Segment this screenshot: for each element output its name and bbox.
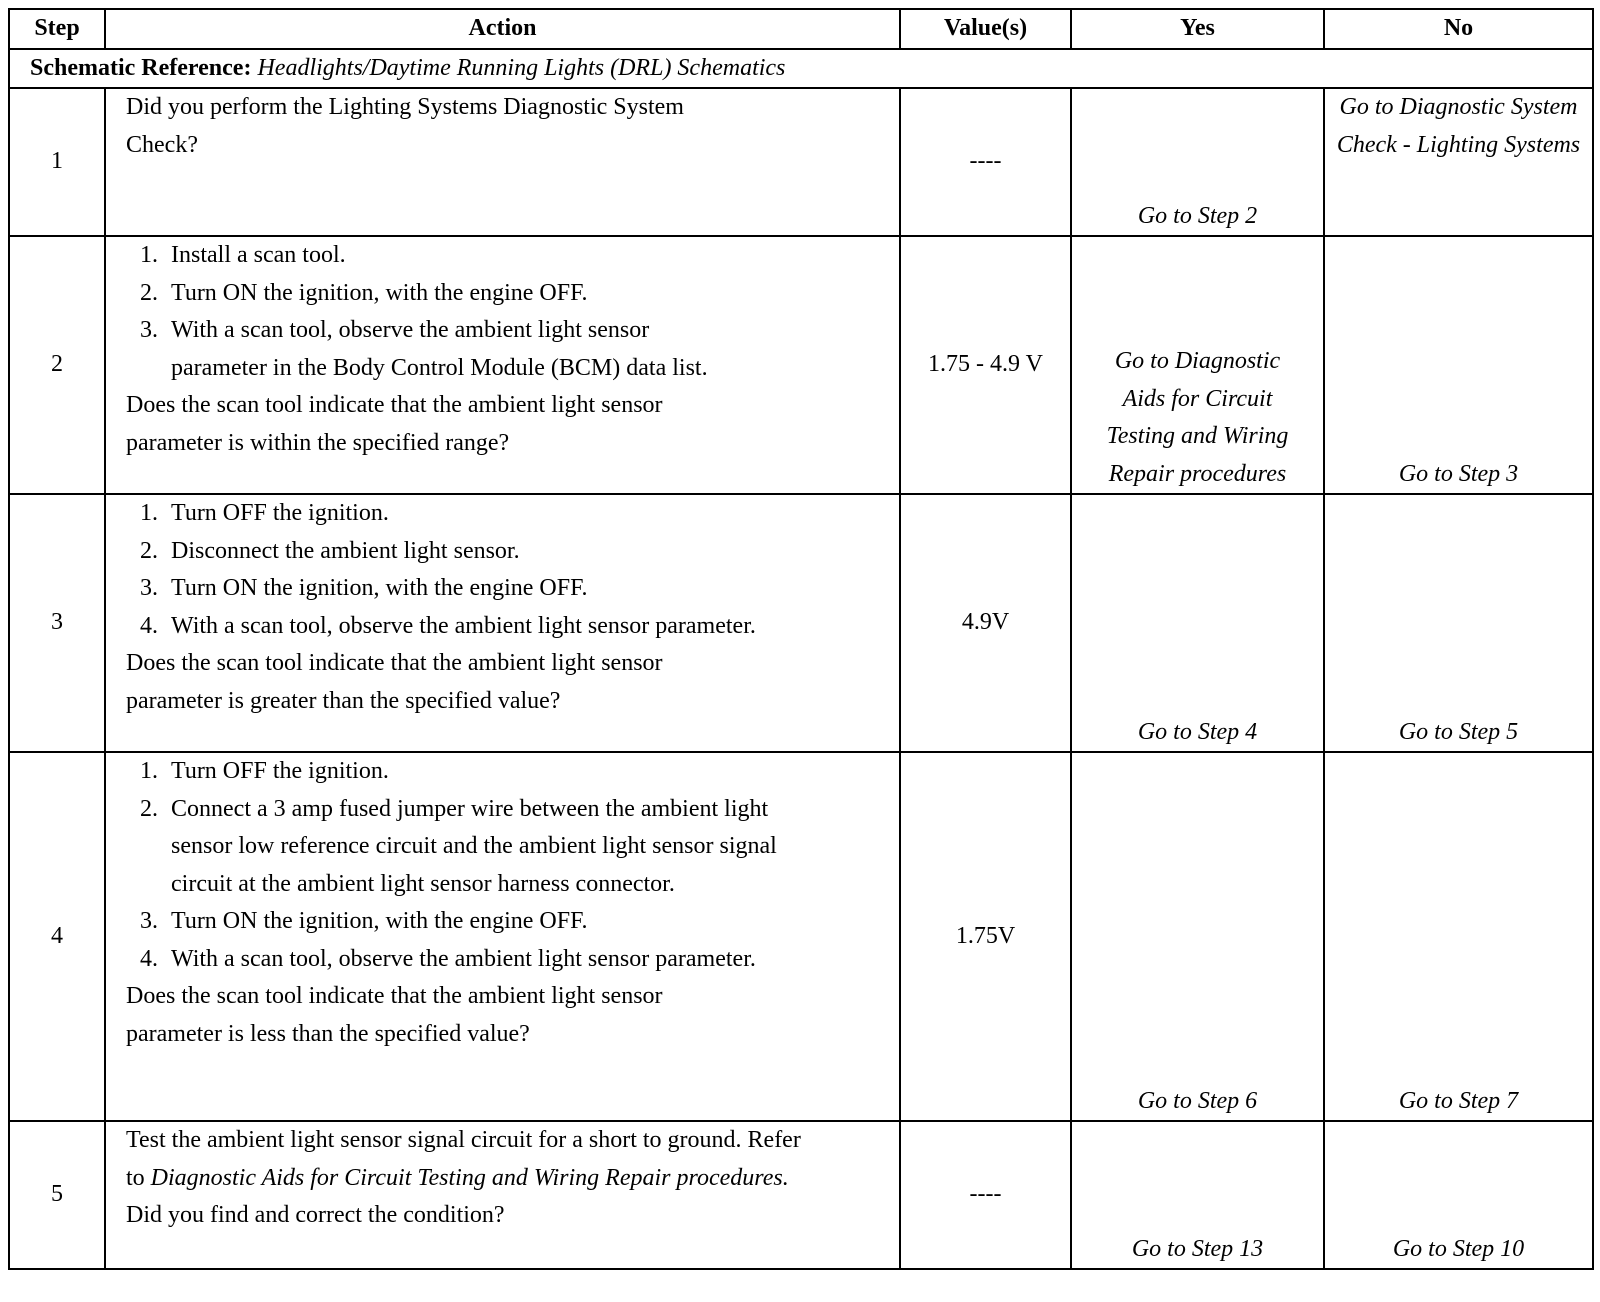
step-number: 3 bbox=[9, 494, 105, 752]
value-cell: 4.9V bbox=[900, 494, 1071, 752]
action-question: Does the scan tool indicate that the ambient light sensor parameter is greater than the specified value? bbox=[126, 650, 663, 714]
schematic-reference-row bbox=[9, 49, 1593, 89]
action-steps-list bbox=[126, 753, 893, 978]
list-item: 4. With a scan tool, observe the ambient light sensor parameter. bbox=[140, 945, 756, 972]
value-cell: ---- bbox=[900, 88, 1071, 236]
list-item: 3. Turn ON the ignition, with the engine OFF. bbox=[140, 908, 588, 934]
list-item: 3. Turn ON the ignition, with the engine OFF. bbox=[140, 575, 588, 601]
header-no: No bbox=[1324, 9, 1593, 49]
no-link[interactable]: Go to Step 7 bbox=[1324, 752, 1593, 1121]
table-row bbox=[9, 88, 1593, 236]
list-item: 1. Turn OFF the ignition. bbox=[140, 500, 389, 526]
yes-link[interactable]: Go to Step 13 bbox=[1071, 1121, 1324, 1269]
step-number: 2 bbox=[9, 236, 105, 494]
action-question: Did you perform the Lighting Systems Diagnostic System Check? bbox=[126, 94, 684, 158]
action-steps-list bbox=[126, 495, 893, 645]
value-cell: ---- bbox=[900, 1121, 1071, 1269]
header-step: Step bbox=[9, 9, 105, 49]
yes-link[interactable]: Go to Step 4 bbox=[1071, 494, 1324, 752]
action-steps-list bbox=[126, 237, 869, 387]
action-text: Test the ambient light sensor signal circuit for a short to ground. Refer to bbox=[126, 1127, 801, 1191]
list-item: 2. Disconnect the ambient light sensor. bbox=[140, 537, 520, 564]
diagnostic-table bbox=[8, 8, 1594, 1270]
action-cell bbox=[105, 1121, 900, 1269]
yes-link[interactable]: Go to Step 2 bbox=[1071, 88, 1324, 236]
action-cell bbox=[105, 752, 900, 1121]
yes-link[interactable]: Go to Diagnostic Aids for Circuit Testing and Wiring Repair procedures bbox=[1071, 236, 1324, 494]
action-cell bbox=[105, 88, 900, 236]
value-cell: 1.75V bbox=[900, 752, 1071, 1121]
schematic-value: Headlights/Daytime Running Lights (DRL) Schematics bbox=[257, 54, 786, 81]
no-link[interactable]: Go to Step 3 bbox=[1324, 236, 1593, 494]
no-link[interactable]: Go to Step 5 bbox=[1324, 494, 1593, 752]
header-values: Value(s) bbox=[900, 9, 1071, 49]
no-link[interactable]: Go to Diagnostic System Check - Lighting Systems bbox=[1324, 88, 1593, 236]
table-row bbox=[9, 494, 1593, 752]
step-number: 4 bbox=[9, 752, 105, 1121]
header-row bbox=[9, 9, 1593, 49]
list-item: 4. With a scan tool, observe the ambient light sensor parameter. bbox=[140, 612, 756, 639]
table-row bbox=[9, 1121, 1593, 1269]
no-link[interactable]: Go to Step 10 bbox=[1324, 1121, 1593, 1269]
schematic-label: Schematic Reference: bbox=[30, 54, 252, 81]
yes-link[interactable]: Go to Step 6 bbox=[1071, 752, 1324, 1121]
list-item: 1. Install a scan tool. bbox=[140, 242, 346, 268]
step-number: 1 bbox=[9, 88, 105, 236]
header-yes: Yes bbox=[1071, 9, 1324, 49]
value-cell: 1.75 - 4.9 V bbox=[900, 236, 1071, 494]
header-action: Action bbox=[105, 9, 900, 49]
list-item: 1. Turn OFF the ignition. bbox=[140, 758, 389, 784]
list-item: 3. With a scan tool, observe the ambient light sensor parameter in the Body Control Module (BCM) data list. bbox=[140, 317, 708, 381]
table-row bbox=[9, 752, 1593, 1121]
table-row bbox=[9, 236, 1593, 494]
action-cell bbox=[105, 494, 900, 752]
list-item: 2. Turn ON the ignition, with the engine OFF. bbox=[140, 279, 588, 306]
step-number: 5 bbox=[9, 1121, 105, 1269]
action-cell bbox=[105, 236, 900, 494]
action-reference[interactable]: Diagnostic Aids for Circuit Testing and Wiring Repair procedures. bbox=[150, 1164, 789, 1191]
schematic-reference bbox=[9, 49, 1593, 89]
action-question: Does the scan tool indicate that the ambient light sensor parameter is less than the specified value? bbox=[126, 983, 663, 1047]
action-question: Does the scan tool indicate that the ambient light sensor parameter is within the specified range? bbox=[126, 392, 663, 456]
action-question: Did you find and correct the condition? bbox=[126, 1202, 505, 1228]
list-item: 2. Connect a 3 amp fused jumper wire between the ambient light sensor low reference circuit and the ambient light sensor signal circuit at the ambient light sensor harness connector. bbox=[140, 795, 777, 897]
